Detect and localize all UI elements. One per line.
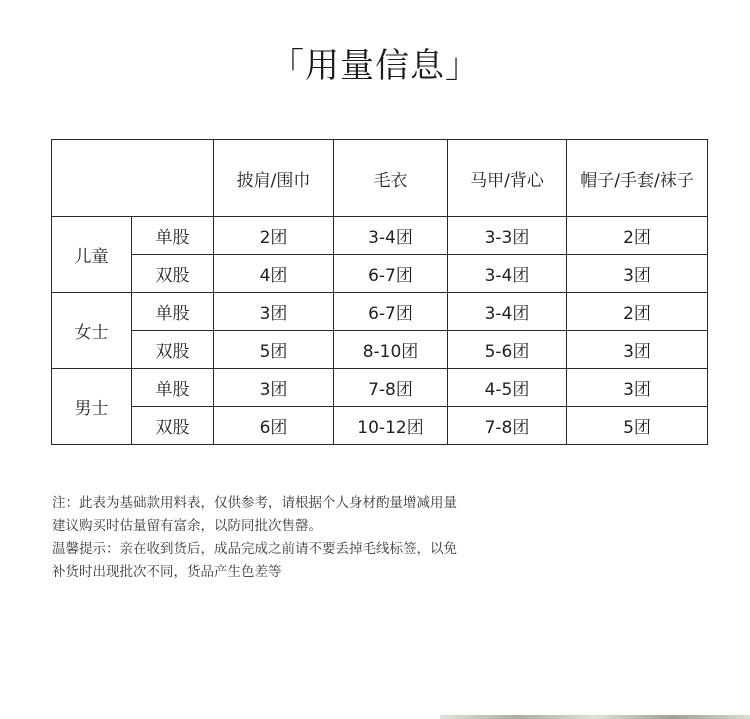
strand-type: 单股: [132, 369, 214, 407]
header-corner-cell: [52, 140, 214, 217]
note-line: 注：此表为基础款用料表，仅供参考，请根据个人身材酌量增减用量: [52, 495, 457, 511]
strand-type: 双股: [132, 331, 214, 369]
table-cell: 4-5团: [448, 369, 567, 407]
group-label: 儿童: [52, 217, 132, 293]
note-line: 补货时出现批次不同，货品产生色差等: [52, 564, 282, 580]
table-cell: 3团: [214, 369, 334, 407]
strand-type: 单股: [132, 293, 214, 331]
table-cell: 3团: [567, 331, 708, 369]
table-cell: 8-10团: [334, 331, 448, 369]
page-title: 「用量信息」: [270, 46, 480, 86]
table-cell: 2团: [214, 217, 334, 255]
column-header: 马甲/背心: [448, 140, 567, 217]
strand-type: 双股: [132, 255, 214, 293]
table-cell: 10-12团: [334, 407, 448, 445]
table-cell: 3团: [567, 255, 708, 293]
group-label: 女士: [52, 293, 132, 369]
column-header: 帽子/手套/袜子: [567, 140, 708, 217]
table-cell: 2团: [567, 217, 708, 255]
strand-type: 双股: [132, 407, 214, 445]
table-row: [52, 293, 708, 331]
table-cell: 5团: [214, 331, 334, 369]
table-cell: 2团: [567, 293, 708, 331]
table-header-row: [52, 140, 708, 217]
table-cell: 6-7团: [334, 255, 448, 293]
usage-note: [52, 492, 572, 584]
table-cell: 7-8团: [334, 369, 448, 407]
table-row: [52, 331, 708, 369]
bottom-edge-image-strip: [440, 715, 750, 719]
table-cell: 3团: [567, 369, 708, 407]
table-cell: 5团: [567, 407, 708, 445]
table-cell: 6团: [214, 407, 334, 445]
table-cell: 3-4团: [448, 293, 567, 331]
group-label: 男士: [52, 369, 132, 445]
usage-table: [51, 139, 708, 445]
table-row: [52, 407, 708, 445]
column-header: 披肩/围巾: [214, 140, 334, 217]
column-header: 毛衣: [334, 140, 448, 217]
table-row: [52, 217, 708, 255]
table-cell: 4团: [214, 255, 334, 293]
table-cell: 7-8团: [448, 407, 567, 445]
table-cell: 6-7团: [334, 293, 448, 331]
note-line: 温馨提示：亲在收到货后，成品完成之前请不要丢掉毛线标签，以免: [52, 541, 457, 557]
strand-type: 单股: [132, 217, 214, 255]
table-row: [52, 255, 708, 293]
note-line: 建议购买时估量留有富余，以防同批次售罄。: [52, 518, 322, 534]
table-cell: 5-6团: [448, 331, 567, 369]
table-cell: 3-4团: [448, 255, 567, 293]
table-row: [52, 369, 708, 407]
table-cell: 3-4团: [334, 217, 448, 255]
table-cell: 3团: [214, 293, 334, 331]
table-cell: 3-3团: [448, 217, 567, 255]
